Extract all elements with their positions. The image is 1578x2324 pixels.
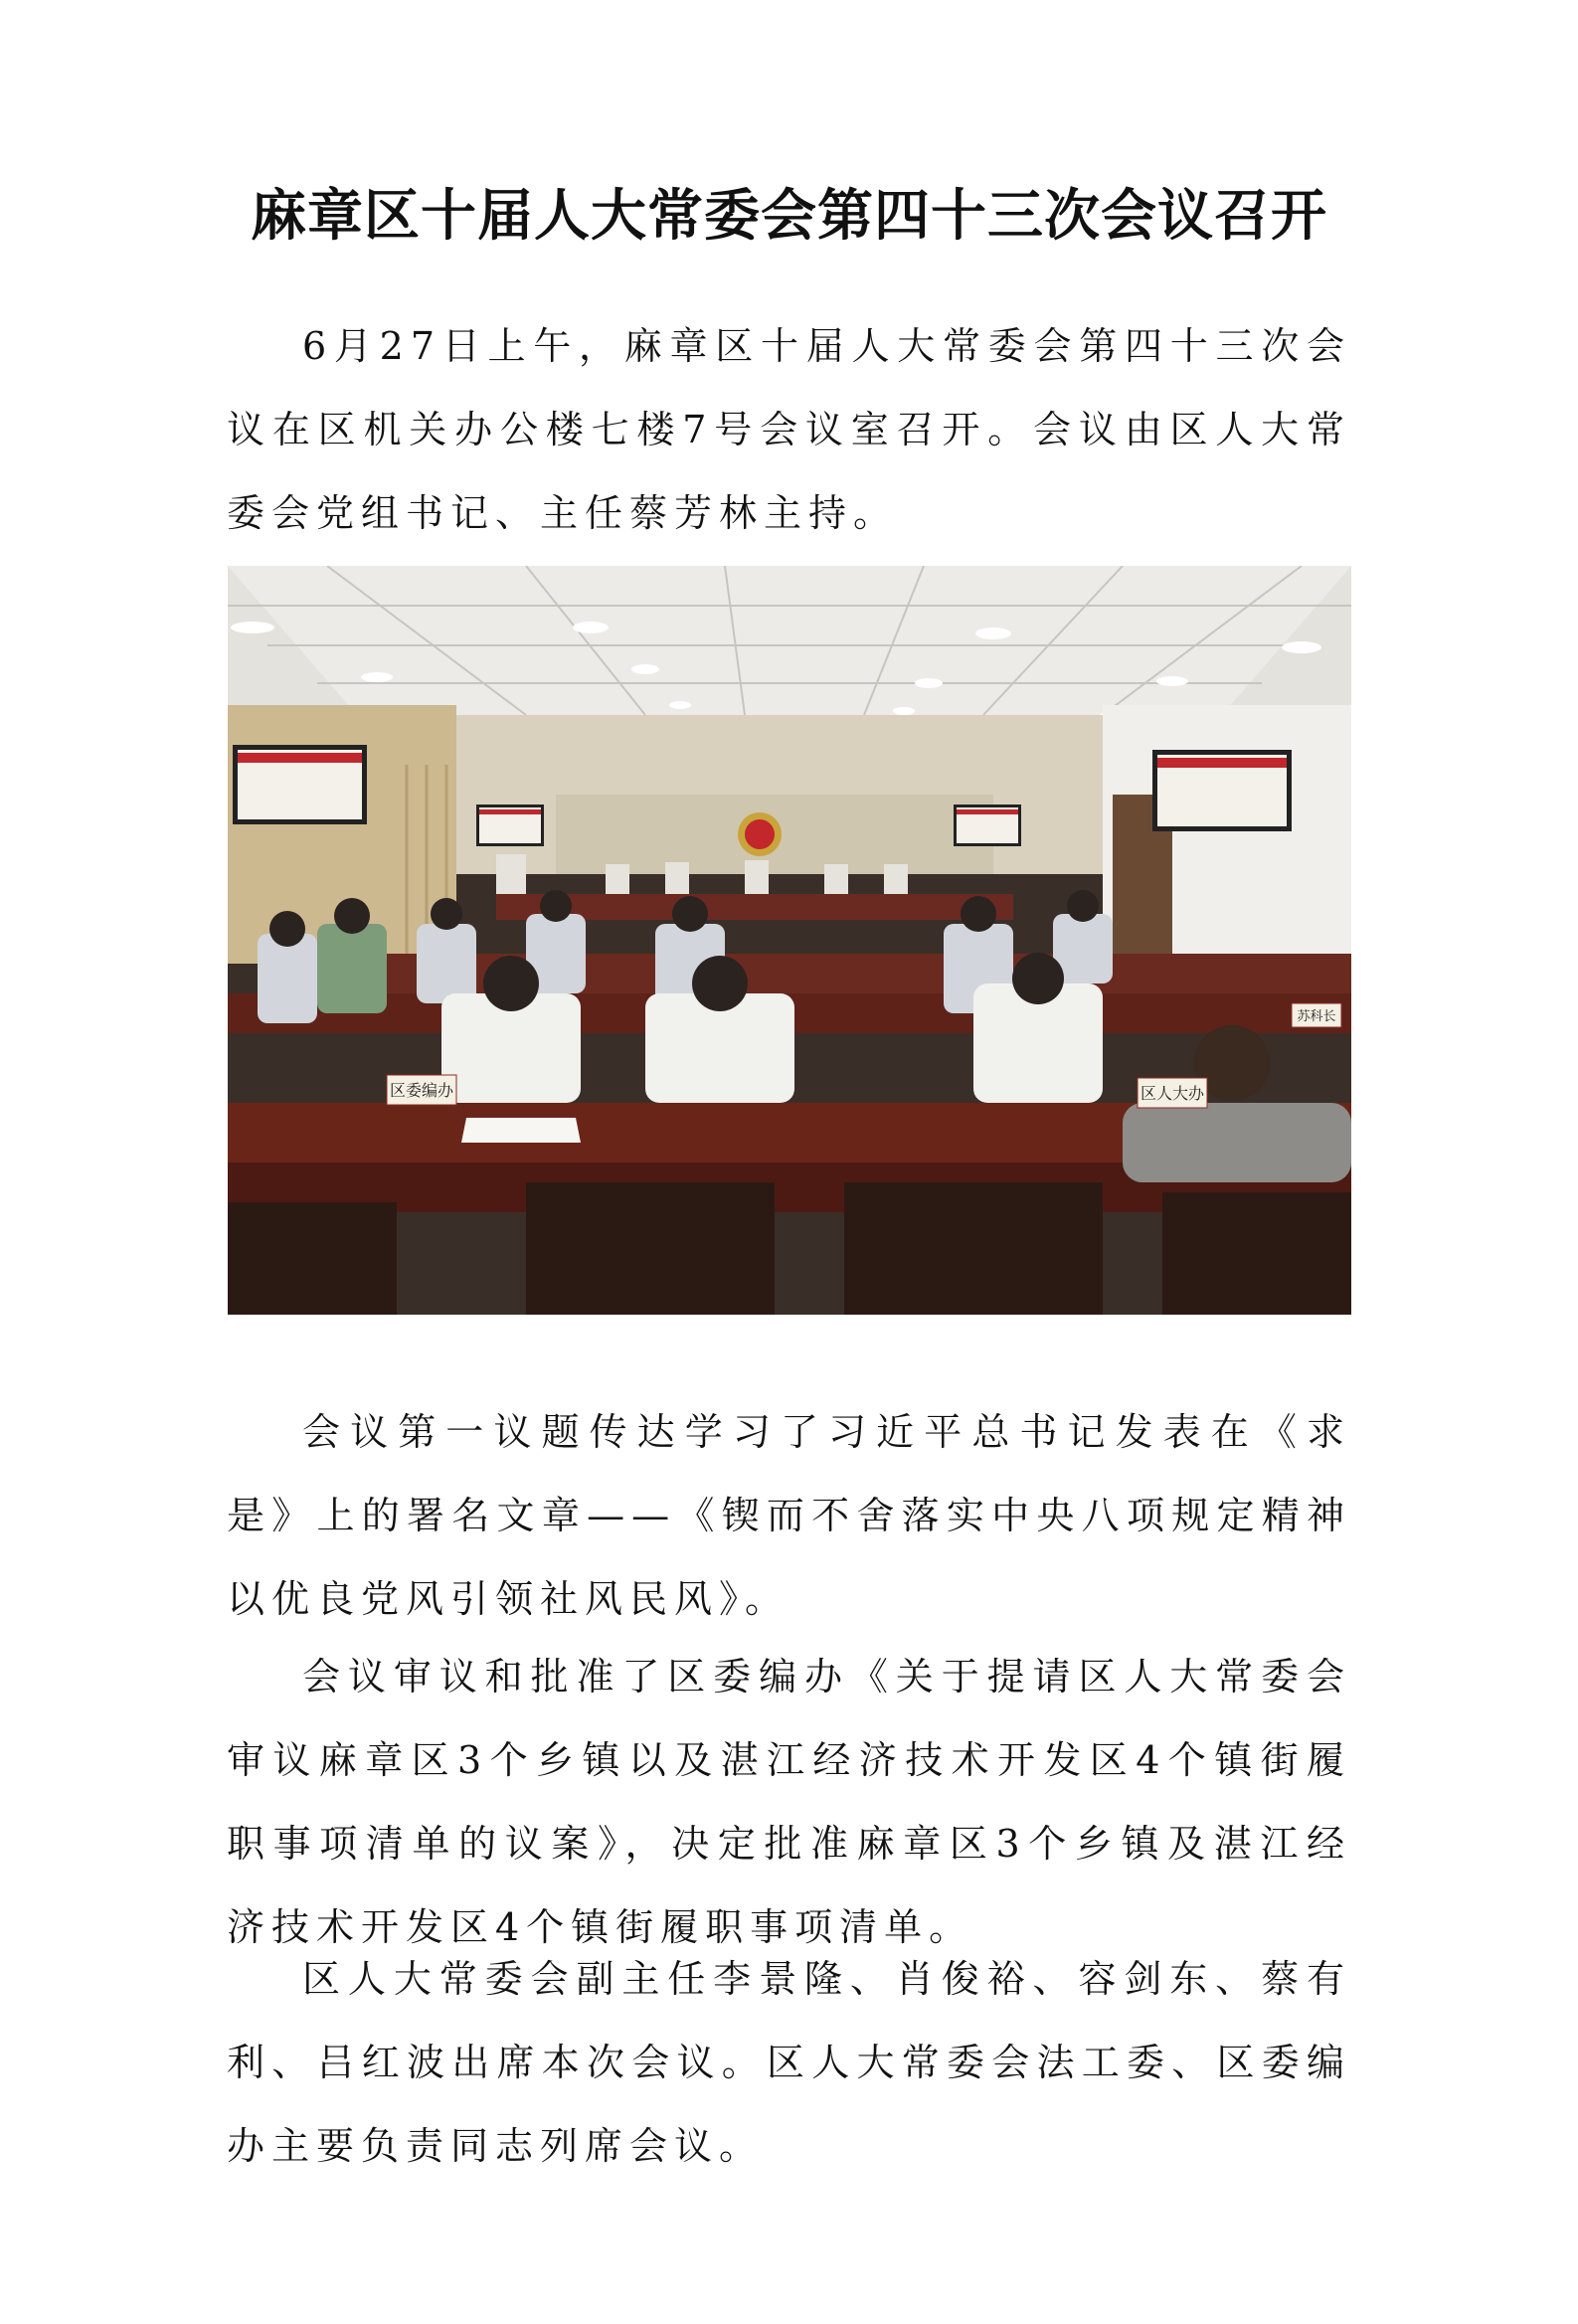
place-card-text: 区委编办 bbox=[389, 1081, 454, 1100]
meeting-photo bbox=[228, 566, 1351, 1315]
paragraph-attendees: 区人大常委会副主任李景隆、肖俊裕、容剑东、蔡有利、吕红波出席本次会议。区人大常委会法工委、区委编办主要负责同志列席会议。 bbox=[227, 1957, 1351, 2168]
place-card-text: 区人大办 bbox=[1140, 1084, 1205, 1103]
paragraph-first-topic: 会议第一议题传达学习了习近平总书记发表在《求是》上的署名文章——《锲而不舍落实中央八项规定精神 以优良党风引领社风民风》。 bbox=[227, 1410, 1397, 1621]
page-title: 麻章区十届人大常委会第四十三次会议召开 bbox=[251, 183, 1327, 249]
place-card-text: 苏科长 bbox=[1297, 1009, 1336, 1024]
paragraph-approval: 会议审议和批准了区委编办《关于提请区人大常委会审议麻章区3个乡镇以及湛江经济技术开发区4个镇街履职事项清单的议案》，决定批准麻章区3个乡镇及湛江经济技术开发区4个镇街履职事项清单。 bbox=[227, 1655, 1351, 1949]
paragraph-intro: 6月27日上午，麻章区十届人大常委会第四十三次会议在区机关办公楼七楼7号会议室召开。会议由区人大常委会党组书记、主任蔡芳林主持。 bbox=[227, 324, 1351, 535]
